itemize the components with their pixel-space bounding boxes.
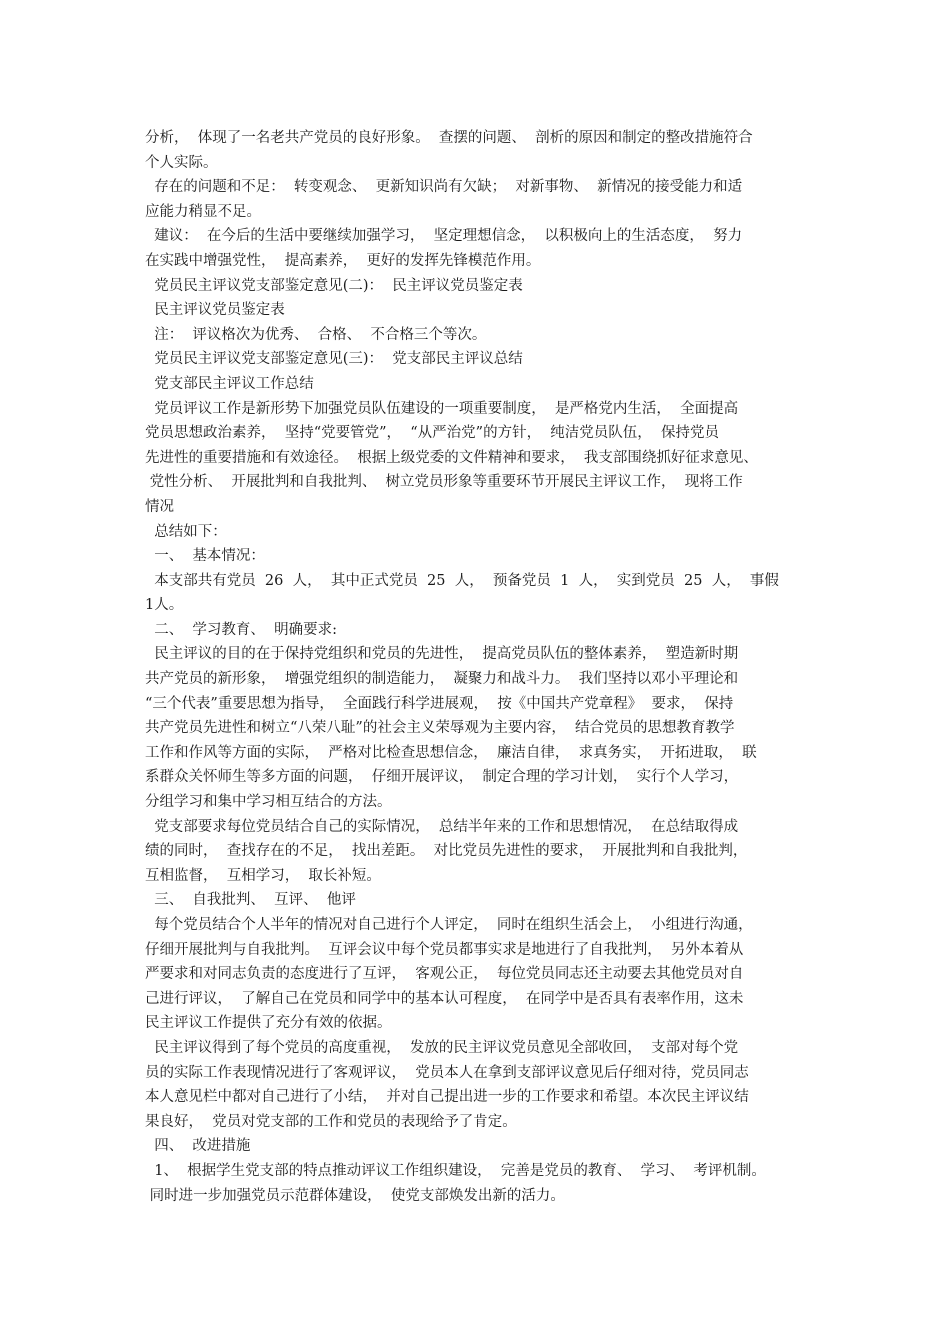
text-line: 本人意见栏中都对自己进行了小结， 并对自己提出进一步的工作要求和希望。本次民主评议结 — [145, 1089, 749, 1106]
text-line: 己进行评议， 了解自己在党员和同学中的基本认可程度， 在同学中是否具有表率作用，这未 — [145, 990, 744, 1007]
text-line: 系群众关怀师生等多方面的问题， 仔细开展评议， 制定合理的学习计划， 实行个人学习， — [145, 769, 739, 786]
text-line: 分组学习和集中学习相互结合的方法。 — [145, 794, 392, 811]
text-line: 党性分析、 开展批判和自我批判、 树立党员形象等重要环节开展民主评议工作， 现将工作 — [145, 474, 743, 491]
text-line: 情况 — [145, 498, 174, 515]
text-line: 严要求和对同志负责的态度进行了互评， 客观公正， 每位党员同志还主动要去其他党员对自 — [145, 966, 744, 983]
text-line: 民主评议得到了每个党员的高度重视， 发放的民主评议党员意见全部收回， 支部对每个党 — [145, 1039, 739, 1056]
text-line: 党员思想政治素养， 坚持“党要管党”， “从严治党”的方针， 纯洁党员队伍， 保持党员 — [145, 425, 720, 442]
text-line: 应能力稍显不足。 — [145, 203, 261, 220]
text-line: 工作和作风等方面的实际， 严格对比检查思想信念， 廉洁自律， 求真务实， 开拓进取， 联 — [145, 744, 757, 761]
text-line: 存在的问题和不足： 转变观念、 更新知识尚有欠缺； 对新事物、 新情况的接受能力和适 — [145, 179, 743, 196]
text-line: 仔细开展批判与自我批判。 互评会议中每个党员都事实求是地进行了自我批判， 另外本着从 — [145, 941, 744, 958]
text-line: 果良好， 党员对党支部的工作和党员的表现给予了肯定。 — [145, 1113, 517, 1130]
text-line: 1人。 — [145, 597, 184, 614]
text-line: 互相监督， 互相学习， 取长补短。 — [145, 867, 381, 884]
text-line: 党员民主评议党支部鉴定意见(三)： 党支部民主评议总结 — [145, 351, 523, 368]
text-line: 二、 学习教育、 明确要求: — [145, 621, 338, 638]
text-line: 分析， 体现了一名老共产党员的良好形象。 查摆的问题、 剖析的原因和制定的整改措施符合 — [145, 130, 753, 146]
text-line: 员的实际工作表现情况进行了客观评议， 党员本人在拿到支部评议意见后仔细对待，党员同志 — [145, 1064, 749, 1081]
text-line: 绩的同时， 查找存在的不足， 找出差距。 对比党员先进性的要求， 开展批判和自我批判， — [145, 843, 748, 860]
document-body — [145, 126, 817, 1208]
text-line: 党支部要求每位党员结合自己的实际情况， 总结半年来的工作和思想情况， 在总结取得成 — [145, 818, 739, 835]
text-line: “三个代表”重要思想为指导， 全面践行科学进展观， 按《中国共产党章程》 要求， 保持 — [145, 695, 734, 712]
text-line: 民主评议的目的在于保持党组织和党员的先进性， 提高党员队伍的整体素养， 塑造新时期 — [145, 646, 739, 663]
text-line: 本支部共有党员 26 人， 其中正式党员 25 人， 预备党员 1 人， 实到党员 25 人， 事假 — [145, 572, 779, 589]
text-line: 同时进一步加强党员示范群体建设， 使党支部焕发出新的活力。 — [145, 1187, 565, 1204]
text-line: 注： 评议格次为优秀、 合格、 不合格三个等次。 — [145, 326, 487, 343]
text-line: 共产党员先进性和树立“八荣八耻”的社会主义荣辱观为主要内容， 结合党员的思想教育教学 — [145, 720, 735, 737]
text-line: 民主评议工作提供了充分有效的依据。 — [145, 1015, 392, 1032]
text-line: 建议： 在今后的生活中要继续加强学习， 坚定理想信念， 以积极向上的生活态度， 努力 — [145, 228, 743, 245]
text-line: 党员评议工作是新形势下加强党员队伍建设的一项重要制度， 是严格党内生活， 全面提高 — [145, 400, 739, 417]
text-line: 四、 改进措施 — [145, 1138, 251, 1155]
text-line: 一、 基本情况： — [145, 548, 265, 565]
text-line: 三、 自我批判、 互评、 他评 — [145, 892, 356, 909]
text-line: 共产党员的新形象， 增强党组织的制造能力， 凝聚力和战斗力。 我们坚持以邓小平理论和 — [145, 671, 739, 688]
text-line: 在实践中增强党性， 提高素养， 更好的发挥先锋模范作用。 — [145, 252, 541, 269]
text-line: 每个党员结合个人半年的情况对自己进行个人评定， 同时在组织生活会上， 小组进行沟通， — [145, 917, 753, 933]
text-line: 个人实际。 — [145, 154, 218, 171]
text-line: 党支部民主评议工作总结 — [145, 375, 314, 392]
text-line: 党员民主评议党支部鉴定意见(二)： 民主评议党员鉴定表 — [145, 277, 523, 294]
text-line: 1、 根据学生党支部的特点推动评议工作组织建设， 完善是党员的教育、 学习、 考评机制。 — [145, 1162, 766, 1179]
text-line: 民主评议党员鉴定表 — [145, 302, 285, 319]
text-line: 先进性的重要措施和有效途径。 根据上级党委的文件精神和要求， 我支部围绕抓好征求意见、 — [145, 449, 758, 466]
text-line: 总结如下： — [145, 523, 227, 540]
